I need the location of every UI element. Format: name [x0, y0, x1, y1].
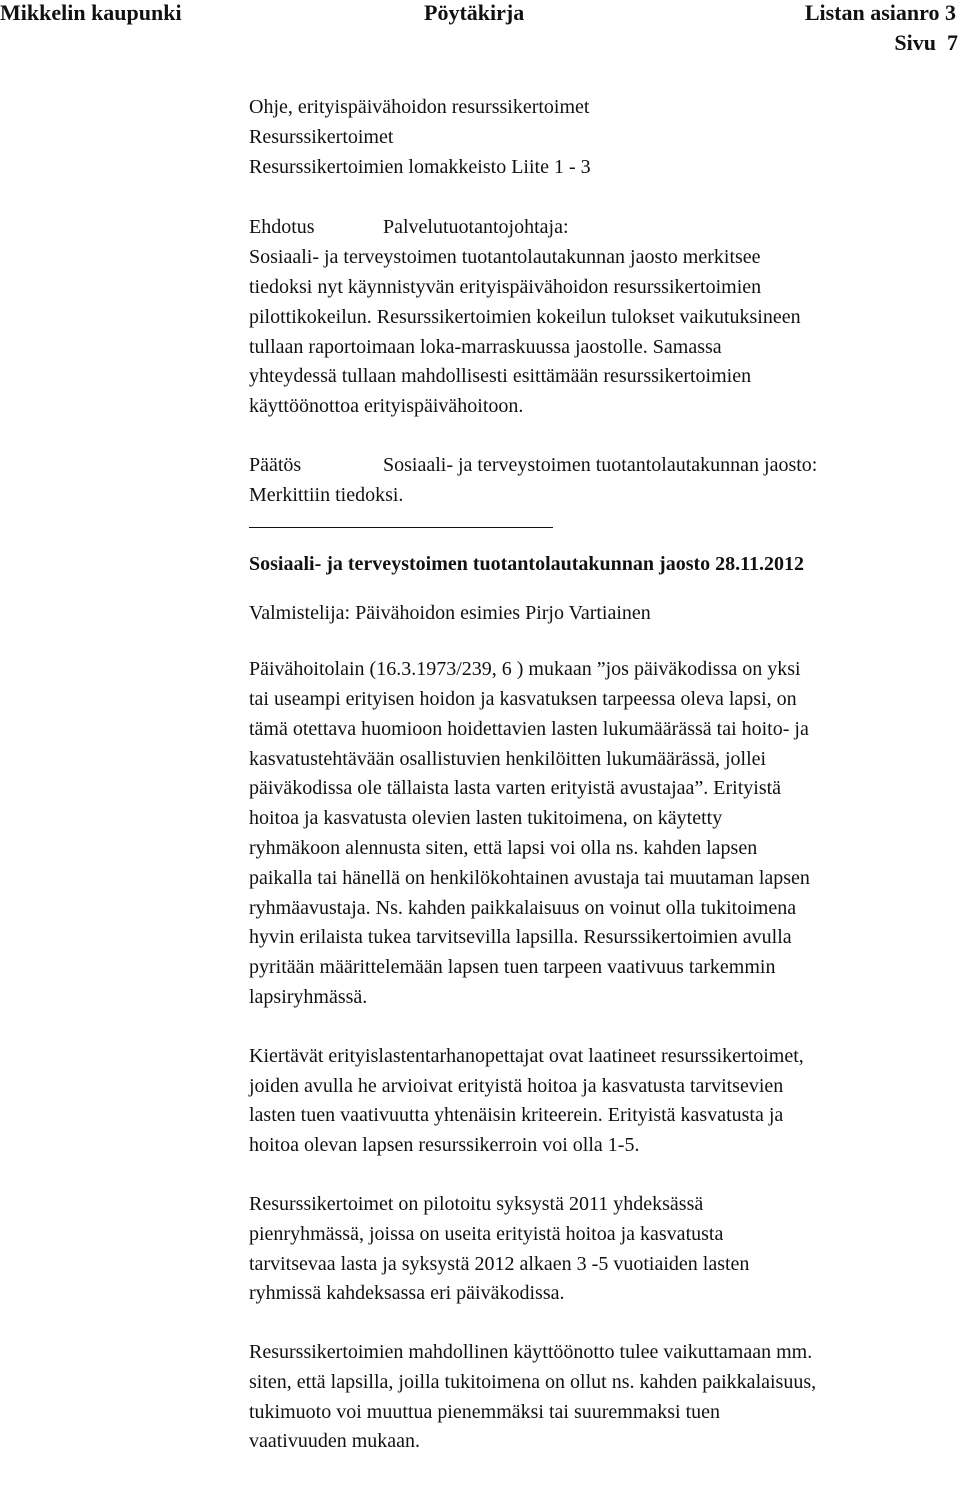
decision-text: Merkittiin tiedoksi.	[249, 483, 404, 506]
preparer: Valmistelija: Päivähoidon esimies Pirjo Vartiainen	[249, 602, 651, 625]
paragraph	[249, 1042, 955, 1161]
paragraph-line: Resurssikertoimien mahdollinen käyttöönotto tulee vaikuttamaan mm.	[249, 1341, 813, 1364]
paragraph-line: vaativuuden mukaan.	[249, 1430, 421, 1453]
paragraph-line: ryhmäkoon alennusta siten, että lapsi voi olla ns. kahden lapsen	[249, 836, 758, 859]
paragraph	[249, 655, 955, 1013]
item-number: Listan asianro 3	[804, 0, 956, 25]
proposal-label: Ehdotus	[249, 216, 315, 239]
decision-label: Päätös	[249, 453, 302, 476]
paragraph-line: lasten tuen vaativuutta yhtenäisin kriteerein. Erityistä kasvatusta ja	[249, 1104, 784, 1127]
paragraph	[249, 1190, 955, 1309]
paragraph-line: hyvin erilaista tukea tarvitsevilla lapsilla. Resurssikertoimien avulla	[249, 926, 792, 949]
proposal-line: pilottikokeilun. Resurssikertoimien kokeilun tulokset vaikutuksineen	[249, 305, 801, 328]
paragraph-line: päiväkodissa ole tällaista lasta varten erityistä avustajaa”. Erityistä	[249, 777, 782, 800]
paragraph-line: Kiertävät erityislastentarhanopettajat ovat laatineet resurssikertoimet,	[249, 1044, 804, 1067]
section-divider	[249, 527, 553, 528]
proposal-section	[249, 213, 955, 422]
organization-name: Mikkelin kaupunki	[0, 0, 182, 25]
attachment-item: Resurssikertoimien lomakkeisto Liite 1 - 3	[249, 155, 591, 178]
proposal-line: yhteydessä tullaan mahdollisesti esittämään resurssikertoimien	[249, 365, 752, 388]
paragraph-line: tai useampi erityisen hoidon ja kasvatuksen tarpeessa oleva lapsi, on	[249, 687, 797, 710]
paragraph-line: Resurssikertoimet on pilotoitu syksystä 2011 yhdeksässä	[249, 1192, 704, 1215]
proposal-line: käyttöönottoa erityispäivähoitoon.	[249, 395, 524, 418]
paragraph-line: pienryhmässä, joissa on useita erityistä hoitoa ja kasvatusta	[249, 1222, 724, 1245]
proposal-line: tullaan raportoimaan loka-marraskuussa jaostolle. Samassa	[249, 335, 722, 358]
page-number: Sivu 7	[894, 30, 958, 55]
paragraph-line: tarvitsevaa lasta ja syksystä 2012 alkaen 3 -5 vuotiaiden lasten	[249, 1252, 750, 1275]
attachment-item: Resurssikertoimet	[249, 125, 394, 148]
document-type: Pöytäkirja	[424, 0, 525, 25]
paragraph-line: paikalla tai hänellä on henkilökohtainen avustaja tai muutaman lapsen	[249, 866, 810, 889]
attachment-item: Ohje, erityispäivähoidon resurssikertoimet	[249, 96, 590, 118]
paragraph	[249, 1338, 955, 1457]
paragraph-line: pyritään määrittelemään lapsen tuen tarpeen vaativuus tarkemmin	[249, 956, 776, 979]
paragraph-line: Päivähoitolain (16.3.1973/239, 6 ) mukaan ”jos päiväkodissa on yksi	[249, 658, 801, 681]
proposal-line: tiedoksi nyt käynnistyvän erityispäivähoidon resurssikertoimien	[249, 275, 762, 298]
paragraph-line: ryhmäavustaja. Ns. kahden paikkalaisuus on voinut olla tukitoimena	[249, 896, 797, 919]
decision-body: Sosiaali- ja terveystoimen tuotantolautakunnan jaosto:	[383, 453, 818, 476]
paragraph-line: tukimuoto voi muuttua pienemmäksi tai suuremmaksi tuen	[249, 1400, 721, 1423]
proposal-line: Sosiaali- ja terveystoimen tuotantolautakunnan jaosto merkitsee	[249, 246, 761, 269]
paragraph-line: lapsiryhmässä.	[249, 985, 368, 1008]
decision-section	[249, 451, 955, 511]
paragraph-line: siten, että lapsilla, joilla tukitoimena on ollut ns. kahden paikkalaisuus,	[249, 1370, 817, 1393]
page-header	[0, 0, 960, 70]
paragraph-line: ryhmissä kahdeksassa eri päiväkodissa.	[249, 1282, 565, 1305]
proposal-presenter: Palvelutuotantojohtaja:	[383, 216, 569, 239]
attachment-list	[249, 93, 955, 182]
paragraph-line: tämä otettava huomioon hoidettavien lasten lukumäärässä tai hoito- ja	[249, 717, 809, 740]
paragraph-line: joiden avulla he arvioivat erityistä hoitoa ja kasvatusta tarvitsevien	[249, 1074, 784, 1097]
document-body	[249, 93, 955, 1457]
section-title: Sosiaali- ja terveystoimen tuotantolautakunnan jaosto 28.11.2012	[249, 552, 805, 575]
paragraph-line: hoitoa olevan lapsen resurssikerroin voi olla 1-5.	[249, 1134, 640, 1157]
paragraph-line: hoitoa ja kasvatusta olevien lasten tukitoimena, on käytetty	[249, 807, 723, 830]
paragraph-line: kasvatustehtävään osallistuvien henkilöitten lukumäärässä, jollei	[249, 747, 767, 770]
